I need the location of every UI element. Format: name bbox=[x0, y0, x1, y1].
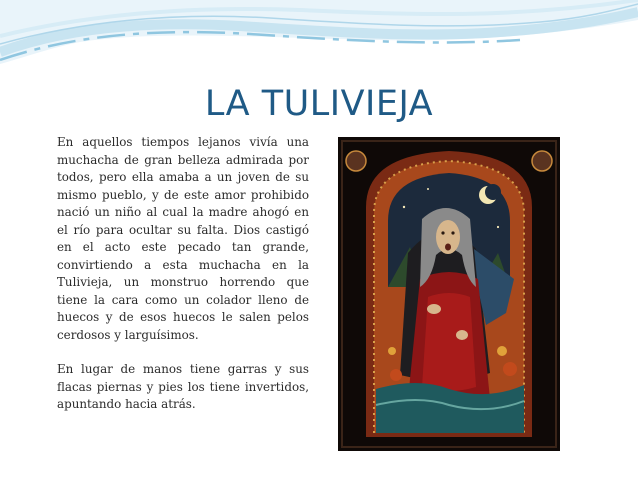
decorative-wave-header bbox=[0, 0, 638, 80]
slide-title: LA TULIVIEJA bbox=[204, 84, 434, 124]
painting-image bbox=[338, 137, 560, 451]
paragraph-story: En aquellos tiempos lejanos vivía una muchacha de gran belleza admirada por todos, pero ella amaba a un joven de su mismo pueblo, y de este amor prohibido nació un niño al cual la madre ahogó en el río para ocultar su falta. Dios castigó en el acto este pecado tan grande, convirtiendo a esta muchacha en la Tulivieja, un monstruo horrendo que tiene la cara como un colador lleno de huecos y de esos huecos le salen pelos cerdosos y larguísimos. bbox=[57, 135, 309, 342]
paragraph-description: En lugar de manos tiene garras y sus flacas piernas y pies los tiene invertidos, apuntando hacia atrás. bbox=[57, 362, 309, 411]
story-text bbox=[57, 134, 309, 431]
